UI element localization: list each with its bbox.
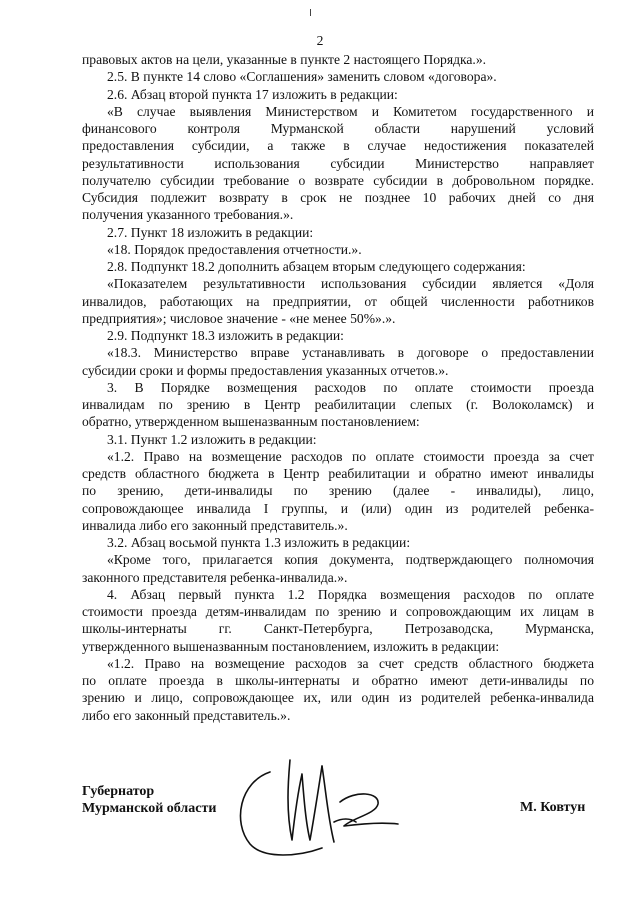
text-line: инвалидам по зрению в Центр реабилитации слепых (г. Волоколамск) и (82, 397, 594, 412)
text-line: «18.3. Министерство вправе устанавливать в договоре о предоставлении (107, 345, 594, 361)
text-line: предприятия»; числовое значение - «не менее 50%».». (82, 310, 396, 326)
text-line: 2.7. Пункт 18 изложить в редакции: (107, 224, 314, 240)
text-line: средств областного бюджета в Центр реабилитации и обратно имеют инвалиды (82, 466, 594, 481)
text-line: 3.2. Абзац восьмой пункта 1.3 изложить в редакции: (107, 535, 411, 550)
text-line: стоимости проезда детям-инвалидам по зрению и сопровождающим их лицам в (82, 604, 594, 619)
text-line: 2.5. В пункте 14 слово «Соглашения» заменить словом «договора». (107, 69, 497, 85)
text-line: по зрению, дети-инвалиды по зрению (далее - инвалиды), лицо, (82, 483, 594, 499)
text-line: получателю субсидии требование о возврате субсидии в добровольном порядке. (82, 172, 594, 188)
text-line: правовых актов на цели, указанные в пункте 2 настоящего Порядка.». (82, 52, 487, 67)
text-line: утвержденного вышеназванным постановлением, изложить в редакции: (82, 638, 500, 654)
text-line: «В случае выявления Министерством и Комитетом государственного и (107, 103, 594, 119)
text-line: 3.1. Пункт 1.2 изложить в редакции: (107, 431, 317, 447)
text-line: либо его законный представитель.». (82, 707, 291, 723)
signatory-name: М. Ковтун (520, 800, 586, 815)
page-number: 2 (316, 33, 324, 48)
text-line: Субсидия подлежит возврату в срок не позднее 10 рабочих дней со дня (82, 190, 594, 205)
text-line: «18. Порядок предоставления отчетности.». (107, 241, 362, 257)
text-line: 4. Абзац первый пункта 1.2 Порядка возмещения расходов по оплате (107, 586, 594, 602)
text-line: школы-интернаты гг. Санкт-Петербурга, Петрозаводска, Мурманска, (82, 621, 594, 637)
text-line: инвалида либо его законный представитель.». (82, 517, 348, 533)
text-line: 3. В Порядке возмещения расходов по оплате стоимости проезда (107, 379, 594, 395)
text-line: «Показателем результативности использования субсидии является «Доля (107, 276, 594, 292)
text-line: получения указанного требования.». (82, 207, 294, 223)
text-line: сопровождающее инвалида I группы, и (или) один из родителей ребенка- (82, 500, 594, 516)
text-line: результативности использования субсидии Министерство направляет (82, 155, 594, 171)
text-line: обратно, утвержденном вышеназванным постановлением: (82, 414, 420, 430)
signatory-title-line2: Мурманской области (82, 801, 217, 816)
text-line: субсидии сроки и формы предоставления указанных отчетов.». (82, 362, 449, 378)
text-line: 2.6. Абзац второй пункта 17 изложить в редакции: (107, 86, 398, 102)
text-line: «1.2. Право на возмещение расходов по оплате стоимости проезда за счет (107, 448, 594, 464)
text-line: зрению и лицо, сопровождающее их, или один из родителей ребенка-инвалида (82, 690, 594, 706)
scan-mark (310, 9, 311, 16)
text-line: предоставления субсидии, а также в случае недостижения показателей (82, 138, 594, 154)
text-line: «Кроме того, прилагается копия документа, подтверждающего полномочия (107, 552, 594, 568)
text-line: законного представителя ребенка-инвалида.». (82, 569, 348, 585)
text-line: 2.8. Подпункт 18.2 дополнить абзацем вторым следующего содержания: (107, 259, 526, 274)
handwritten-signature (230, 752, 420, 862)
text-line: 2.9. Подпункт 18.3 изложить в редакции: (107, 328, 344, 343)
text-line: по оплате проезда в школы-интернаты и обратно имеют дети-инвалиды по (82, 673, 594, 688)
signatory-title-line1: Губернатор (82, 784, 155, 799)
document-body (82, 51, 594, 724)
text-line: финансового контроля Мурманской области нарушений условий (82, 121, 594, 136)
text-line: «1.2. Право на возмещение расходов за счет средств областного бюджета (107, 655, 594, 671)
text-line: инвалидов, работающих на предприятии, от общей численности работников (82, 293, 594, 309)
